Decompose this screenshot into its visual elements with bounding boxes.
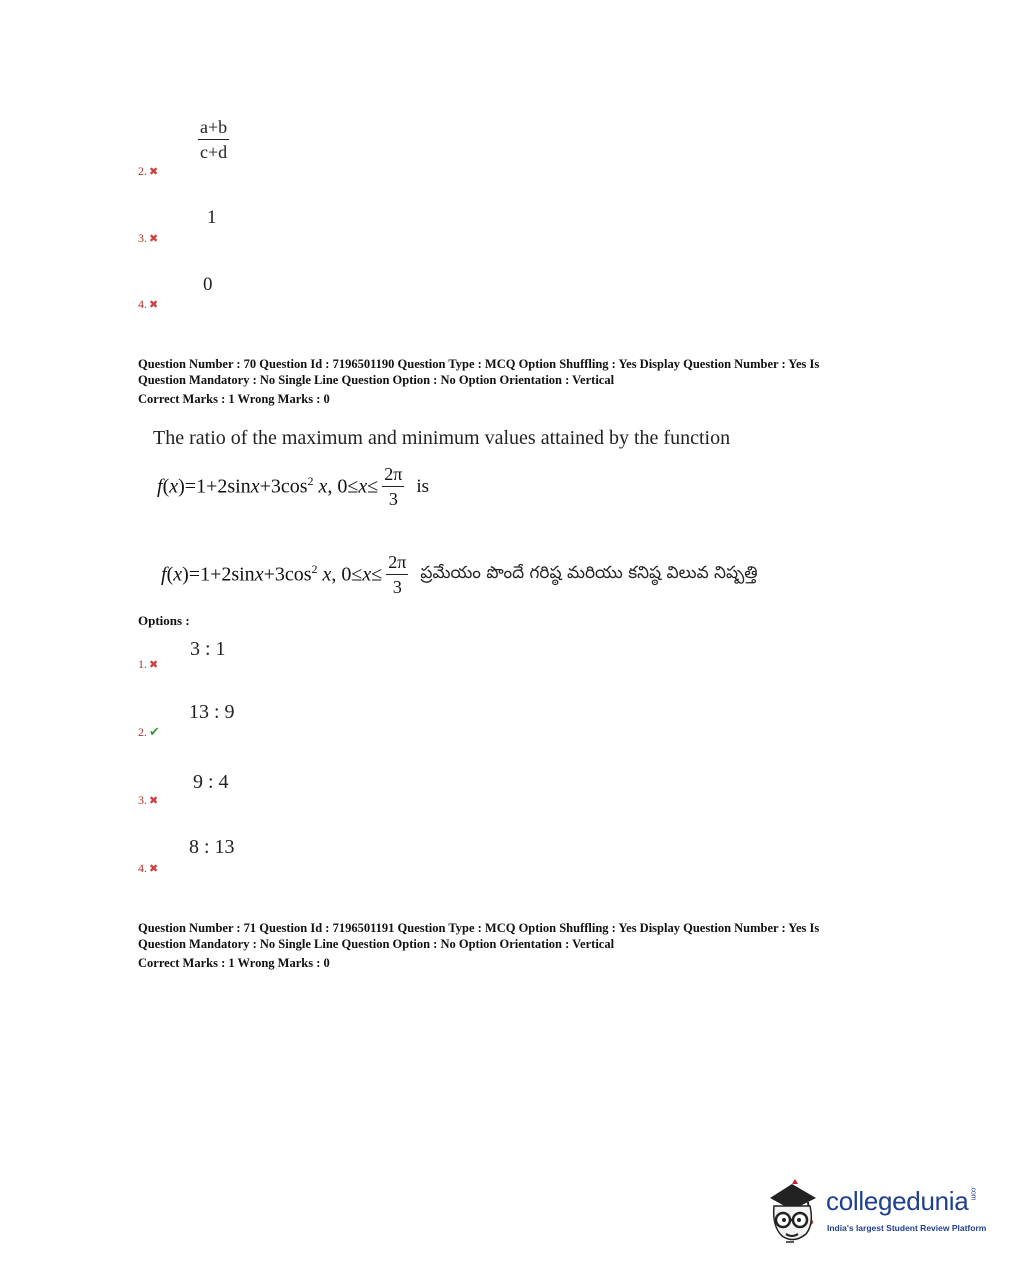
q71-meta-line3: Correct Marks : 1 Wrong Marks : 0 [138, 956, 330, 970]
q70-option-4-number: 4. ✖ [138, 861, 159, 875]
prev-option-2-number: 2. ✖ [138, 164, 159, 178]
cross-icon: ✖ [149, 795, 159, 807]
prev-option-3-number: 3. ✖ [138, 231, 159, 245]
q70-option-2-number: 2. ✔ [138, 724, 160, 739]
q70-option-2-value: 13 : 9 [189, 701, 235, 723]
cross-icon: ✖ [149, 659, 159, 671]
q70-option-3-number: 3. ✖ [138, 793, 159, 807]
q70-meta [138, 356, 918, 407]
q71-meta-line1: Question Number : 71 Question Id : 7196501191 Question Type : MCQ Option Shuffling : Yes Display Question Number : Yes Is [138, 921, 820, 935]
logo-brand-name: collegedunia.com [826, 1186, 977, 1216]
prev-option-2-value [198, 117, 229, 162]
telugu-question-text: ప్రమేయం పొందే గరిష్ఠ మరియు కనిష్ఠ విలువ నిష్పత్తి [420, 562, 758, 583]
check-icon: ✔ [149, 724, 160, 739]
q70-option-4-value: 8 : 13 [189, 836, 235, 858]
q70-formula-telugu: $f(x)=1+2\sin x+3\cos^2$ x, 0≤x≤ $\frac{2\pi}{3}$ ప్రమేయం పొందే గరిష్ఠ మరియు కనిష్ఠ విలువ నిష్పత్తి [161, 552, 758, 597]
formula-frac-numerator: 2π [382, 464, 404, 487]
q70-option-3-value: 9 : 4 [193, 771, 229, 793]
q70-question-text: The ratio of the maximum and minimum values attained by the function [153, 427, 731, 449]
q71-meta [138, 920, 918, 971]
logo-tld: .com [969, 1186, 977, 1200]
q70-meta-line1: Question Number : 70 Question Id : 7196501190 Question Type : MCQ Option Shuffling : Yes Display Question Number : Yes Is [138, 357, 820, 371]
prev-option-4-number: 4. ✖ [138, 297, 159, 311]
q70-formula-english: $f(x)=1+2\sin x+3\cos^2$ x, 0≤x≤ $\frac{2\pi}{3}$ is [157, 464, 430, 509]
formula-suffix-is: is [416, 475, 430, 497]
prev-option-3-value: 1 [207, 207, 217, 228]
q71-meta-line2: Question Mandatory : No Single Line Question Option : No Option Orientation : Vertical [138, 937, 615, 951]
q70-meta-line3: Correct Marks : 1 Wrong Marks : 0 [138, 392, 330, 406]
mascot-icon [764, 1176, 826, 1246]
fraction-numerator: a+b [198, 117, 229, 140]
cross-icon: ✖ [149, 166, 159, 178]
options-label: Options : [138, 613, 190, 628]
formula-frac-denominator: 3 [392, 577, 402, 597]
prev-option-4-value: 0 [203, 274, 213, 295]
formula-frac-denominator: 3 [388, 489, 398, 509]
formula-frac-numerator: 2π [386, 552, 408, 575]
cross-icon: ✖ [149, 233, 159, 245]
collegedunia-logo[interactable] [764, 1176, 994, 1248]
q70-option-1-number: 1. ✖ [138, 657, 159, 671]
logo-tagline: India's largest Student Review Platform [827, 1223, 987, 1233]
cross-icon: ✖ [149, 299, 159, 311]
q70-meta-line2: Question Mandatory : No Single Line Question Option : No Option Orientation : Vertical [138, 373, 615, 387]
fraction-denominator: c+d [200, 142, 228, 162]
q70-option-1-value: 3 : 1 [190, 638, 226, 660]
cross-icon: ✖ [149, 863, 159, 875]
